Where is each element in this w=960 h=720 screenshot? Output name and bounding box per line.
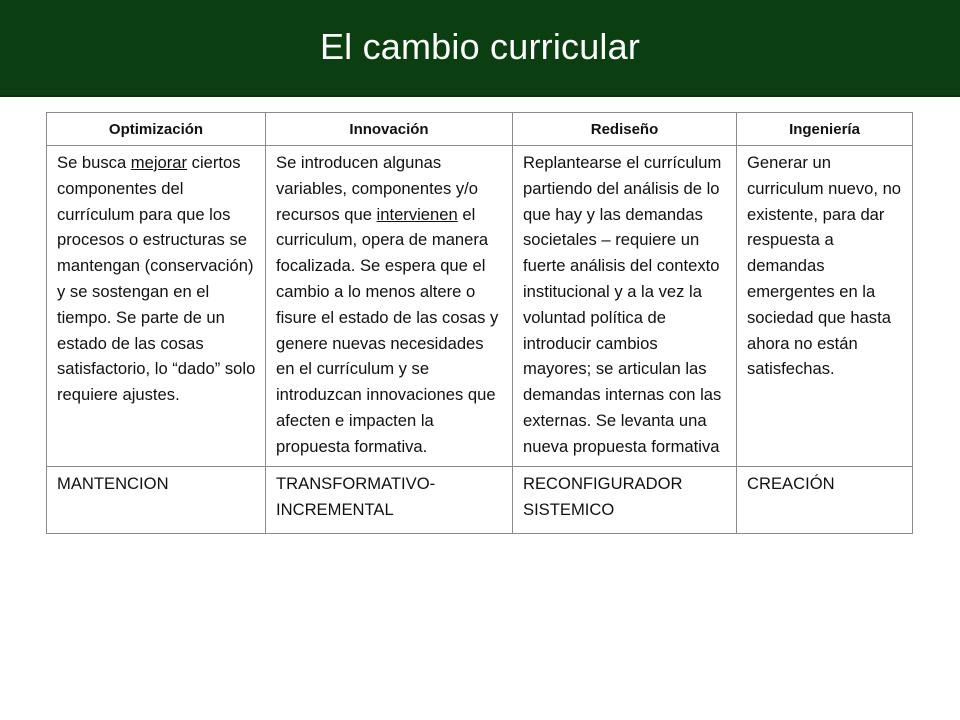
cell-type-rediseno: RECONFIGURADOR SISTEMICO	[513, 466, 737, 533]
text-segment: Se busca	[57, 153, 131, 172]
header-ingenieria: Ingeniería	[737, 113, 913, 146]
table-header-row	[47, 113, 913, 146]
text-segment: el curriculum, opera de manera focalizada. Se espera que el cambio a lo menos altere o fisure el estado de las cosas y genere nuevas necesidades en el currículum y se introduzcan innovaciones que afecten e impacten la propuesta formativa.	[276, 204, 499, 456]
cell-rediseno-description: Replantearse el currículum partiendo del análisis de lo que hay y las demandas societales – requiere un fuerte análisis del contexto institucional y a la vez la voluntad política de introducir cambios mayores; se articulan las demandas internas con las externas. Se levanta una nueva propuesta formativa	[513, 146, 737, 467]
cell-ingenieria-description: Generar un curriculum nuevo, no existente, para dar respuesta a demandas emergentes en la sociedad que hasta ahora no están satisfechas.	[737, 146, 913, 467]
header-innovacion: Innovación	[266, 113, 513, 146]
header-optimizacion: Optimización	[47, 113, 266, 146]
cell-optimizacion-description	[47, 146, 266, 467]
cell-type-ingenieria: CREACIÓN	[737, 466, 913, 533]
curricular-change-table	[46, 112, 913, 534]
text-segment: ciertos componentes del currículum para que los procesos o estructuras se mantengan (conservación) y se sostengan en el tiempo. Se parte de un estado de las cosas satisfactorio, lo “dado” solo requiere ajustes.	[57, 153, 256, 405]
cell-innovacion-description	[266, 146, 513, 467]
description-row	[47, 146, 913, 467]
cell-type-optimizacion: MANTENCION	[47, 466, 266, 533]
text-segment: Se introducen algunas variables, componentes y/o recursos que	[276, 153, 479, 224]
page-title: El cambio curricular	[319, 25, 641, 67]
title-bar	[0, 0, 960, 97]
underlined-word: intervienen	[376, 204, 458, 224]
header-rediseno: Rediseño	[513, 113, 737, 146]
cell-type-innovacion: TRANSFORMATIVO-INCREMENTAL	[266, 466, 513, 533]
type-row	[47, 466, 913, 533]
underlined-word: mejorar	[130, 153, 188, 172]
